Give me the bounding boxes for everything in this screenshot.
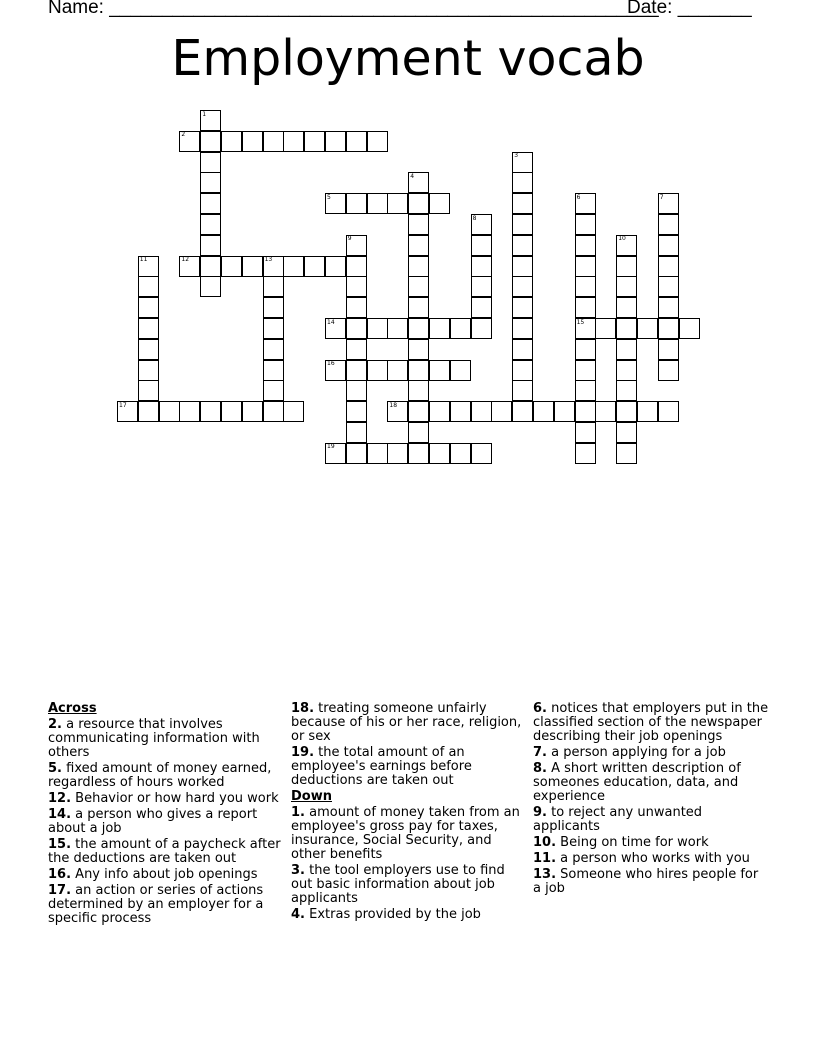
- clue-number: 2.: [48, 717, 62, 732]
- crossword-cell[interactable]: [616, 297, 637, 318]
- across-heading: Across: [48, 701, 97, 716]
- clue-item: [48, 718, 286, 760]
- crossword-cell[interactable]: [367, 443, 388, 464]
- page-title: Employment vocab: [171, 30, 645, 87]
- crossword-cell[interactable]: [658, 276, 679, 297]
- crossword-cell[interactable]: [346, 422, 367, 443]
- clue-text: the tool employers use to find out basic information about job applicants: [291, 863, 505, 906]
- crossword-cell[interactable]: [346, 360, 367, 381]
- clue-number: 8.: [533, 761, 547, 776]
- clue-text: Being on time for work: [560, 835, 709, 850]
- crossword-cell[interactable]: [533, 401, 554, 422]
- down-heading: Down: [291, 789, 332, 804]
- crossword-cell[interactable]: [138, 318, 159, 339]
- clue-item: [533, 836, 769, 850]
- crossword-cell[interactable]: [263, 318, 284, 339]
- clue-item: [291, 908, 523, 922]
- clue-number: 10.: [533, 835, 557, 850]
- crossword-cell[interactable]: [304, 256, 325, 277]
- crossword-cell[interactable]: [242, 256, 263, 277]
- clue-number: 16.: [48, 867, 72, 882]
- clue-number: 4.: [291, 907, 305, 922]
- across-clue-list-continued: [291, 702, 523, 788]
- clue-number: 13.: [533, 867, 557, 882]
- clue-number: 7.: [533, 745, 547, 760]
- crossword-cell[interactable]: [138, 360, 159, 381]
- crossword-cell[interactable]: [346, 297, 367, 318]
- crossword-cell[interactable]: [346, 276, 367, 297]
- crossword-cell[interactable]: [575, 443, 596, 464]
- crossword-cell[interactable]: [450, 318, 471, 339]
- clue-number: 3.: [291, 863, 305, 878]
- clue-number: 17.: [48, 883, 72, 898]
- crossword-cell[interactable]: [554, 401, 575, 422]
- crossword-cell[interactable]: [138, 401, 159, 422]
- crossword-cell[interactable]: [512, 380, 533, 401]
- crossword-cell[interactable]: [242, 131, 263, 152]
- clue-number-label: 15: [576, 318, 585, 326]
- crossword-cell[interactable]: [471, 235, 492, 256]
- clue-number-label: 18: [389, 401, 398, 409]
- crossword-cell[interactable]: [367, 131, 388, 152]
- clue-item: [533, 806, 769, 834]
- crossword-cell[interactable]: [658, 297, 679, 318]
- clue-text: the amount of a paycheck after the deductions are taken out: [48, 837, 281, 866]
- clue-number-label: 8: [472, 214, 477, 222]
- across-clue-list: [48, 718, 286, 926]
- crossword-cell[interactable]: [221, 131, 242, 152]
- crossword-cell[interactable]: [616, 276, 637, 297]
- crossword-cell[interactable]: [512, 214, 533, 235]
- clue-item: [48, 838, 286, 866]
- crossword-cell[interactable]: [346, 380, 367, 401]
- crossword-cell[interactable]: [429, 193, 450, 214]
- clue-number: 1.: [291, 805, 305, 820]
- clue-item: [533, 746, 769, 760]
- crossword-cell[interactable]: [575, 214, 596, 235]
- crossword-cell[interactable]: [408, 422, 429, 443]
- crossword-cell[interactable]: [471, 256, 492, 277]
- clue-number-label: 12: [181, 256, 190, 264]
- clues-column-3: [533, 702, 769, 898]
- crossword-cell[interactable]: [575, 276, 596, 297]
- crossword-cell[interactable]: [263, 401, 284, 422]
- clue-text: A short written description of someones education, data, and experience: [533, 761, 741, 804]
- crossword-cell[interactable]: [263, 380, 284, 401]
- crossword-cell[interactable]: [408, 256, 429, 277]
- crossword-cell[interactable]: [616, 443, 637, 464]
- clue-item: [48, 884, 286, 926]
- crossword-cell[interactable]: [387, 360, 408, 381]
- crossword-cell[interactable]: [138, 297, 159, 318]
- crossword-cell[interactable]: [242, 401, 263, 422]
- clue-text: fixed amount of money earned, regardless of hours worked: [48, 761, 272, 790]
- clue-number-label: 1: [202, 110, 207, 118]
- clue-item: [533, 762, 769, 804]
- clue-text: a person applying for a job: [551, 745, 726, 760]
- crossword-cell[interactable]: [595, 401, 616, 422]
- crossword-cell[interactable]: [512, 339, 533, 360]
- crossword-cell[interactable]: [616, 256, 637, 277]
- crossword-cell[interactable]: [471, 276, 492, 297]
- crossword-cell[interactable]: [283, 256, 304, 277]
- crossword-cell[interactable]: [263, 131, 284, 152]
- crossword-cell[interactable]: [491, 401, 512, 422]
- clue-text: Someone who hires people for a job: [533, 867, 759, 896]
- clue-item: [291, 806, 523, 862]
- clue-number-label: 13: [264, 256, 273, 264]
- crossword-cell[interactable]: [575, 339, 596, 360]
- clue-number: 18.: [291, 701, 315, 716]
- clue-number-label: 16: [327, 360, 335, 368]
- crossword-cell[interactable]: [616, 318, 637, 339]
- crossword-cell[interactable]: [575, 297, 596, 318]
- clue-number: 15.: [48, 837, 72, 852]
- crossword-cell[interactable]: [637, 401, 658, 422]
- crossword-cell[interactable]: [408, 339, 429, 360]
- crossword-cell[interactable]: [408, 193, 429, 214]
- clue-number: 12.: [48, 791, 72, 806]
- crossword-cell[interactable]: [200, 152, 221, 173]
- crossword-cell[interactable]: [159, 401, 180, 422]
- crossword-cell[interactable]: [575, 380, 596, 401]
- clue-text: the total amount of an employee's earnings before deductions are taken out: [291, 745, 472, 788]
- crossword-cell[interactable]: [221, 401, 242, 422]
- crossword-cell[interactable]: [471, 401, 492, 422]
- crossword-grid: [0, 0, 816, 480]
- clue-text: Any info about job openings: [75, 867, 258, 882]
- clue-number-label: 17: [119, 401, 127, 409]
- crossword-cell[interactable]: [575, 235, 596, 256]
- clue-text: amount of money taken from an employee's gross pay for taxes, insurance, Social Security, and other benefits: [291, 805, 520, 862]
- crossword-cell[interactable]: [512, 256, 533, 277]
- crossword-cell[interactable]: [200, 256, 221, 277]
- crossword-cell[interactable]: [512, 172, 533, 193]
- clues-column-2: [291, 702, 523, 924]
- crossword-cell[interactable]: [575, 422, 596, 443]
- crossword-cell[interactable]: [304, 131, 325, 152]
- clue-text: Extras provided by the job: [309, 907, 481, 922]
- crossword-cell[interactable]: [221, 256, 242, 277]
- crossword-cell[interactable]: [387, 443, 408, 464]
- crossword-cell[interactable]: [408, 380, 429, 401]
- crossword-cell[interactable]: [512, 318, 533, 339]
- crossword-cell[interactable]: [575, 360, 596, 381]
- crossword-cell[interactable]: [575, 256, 596, 277]
- name-field[interactable]: Name: ____________________________________________________: [48, 0, 659, 18]
- clue-item: [48, 792, 286, 806]
- crossword-cell[interactable]: [471, 318, 492, 339]
- clues-column-1: [48, 702, 286, 928]
- clue-item: [48, 868, 286, 882]
- crossword-cell[interactable]: [512, 297, 533, 318]
- crossword-cell[interactable]: [616, 422, 637, 443]
- crossword-cell[interactable]: [512, 360, 533, 381]
- crossword-cell[interactable]: [658, 339, 679, 360]
- crossword-cell[interactable]: [346, 339, 367, 360]
- crossword-cell[interactable]: [616, 339, 637, 360]
- clue-item: [291, 746, 523, 788]
- crossword-cell[interactable]: [346, 443, 367, 464]
- clue-number: 5.: [48, 761, 62, 776]
- crossword-cell[interactable]: [263, 360, 284, 381]
- clue-number: 19.: [291, 745, 315, 760]
- clue-item: [533, 852, 769, 866]
- crossword-cell[interactable]: [471, 297, 492, 318]
- crossword-cell[interactable]: [658, 214, 679, 235]
- crossword-cell[interactable]: [408, 318, 429, 339]
- crossword-cell[interactable]: [408, 235, 429, 256]
- crossword-cell[interactable]: [200, 235, 221, 256]
- crossword-cell[interactable]: [450, 443, 471, 464]
- crossword-cell[interactable]: [138, 339, 159, 360]
- crossword-cell[interactable]: [471, 443, 492, 464]
- clue-number-label: 4: [410, 172, 415, 180]
- clue-text: Behavior or how hard you work: [75, 791, 279, 806]
- clue-number: 14.: [48, 807, 72, 822]
- clue-number-label: 11: [139, 256, 148, 264]
- clue-number: 11.: [533, 851, 557, 866]
- crossword-cell[interactable]: [575, 401, 596, 422]
- crossword-cell[interactable]: [679, 318, 700, 339]
- crossword-cell[interactable]: [512, 193, 533, 214]
- clue-text: to reject any unwanted applicants: [533, 805, 703, 834]
- crossword-cell[interactable]: [346, 256, 367, 277]
- clue-item: [533, 868, 769, 896]
- crossword-cell[interactable]: [200, 131, 221, 152]
- clue-number: 9.: [533, 805, 547, 820]
- crossword-cell[interactable]: [429, 360, 450, 381]
- clue-item: [533, 702, 769, 744]
- clue-number-label: 5: [327, 193, 331, 201]
- crossword-cell[interactable]: [429, 318, 450, 339]
- crossword-cell[interactable]: [200, 276, 221, 297]
- clue-text: treating someone unfairly because of his or her race, religion, or sex: [291, 701, 522, 744]
- crossword-cell[interactable]: [512, 235, 533, 256]
- down-clue-list: [291, 806, 523, 922]
- clue-number-label: 3: [514, 152, 519, 160]
- crossword-cell[interactable]: [263, 339, 284, 360]
- crossword-cell[interactable]: [367, 193, 388, 214]
- crossword-cell[interactable]: [637, 318, 658, 339]
- crossword-cell[interactable]: [367, 360, 388, 381]
- crossword-cell[interactable]: [512, 401, 533, 422]
- crossword-cell[interactable]: [325, 256, 346, 277]
- crossword-cell[interactable]: [200, 193, 221, 214]
- crossword-cell[interactable]: [512, 276, 533, 297]
- down-clue-list-continued: [533, 702, 769, 896]
- clue-text: a resource that involves communicating information with others: [48, 717, 260, 760]
- crossword-cell[interactable]: [408, 401, 429, 422]
- crossword-cell[interactable]: [263, 276, 284, 297]
- clue-number-label: 19: [327, 443, 335, 451]
- date-field[interactable]: Date: _______: [627, 0, 752, 18]
- clue-item: [291, 702, 523, 744]
- clue-text: a person who works with you: [560, 851, 750, 866]
- crossword-cell[interactable]: [138, 276, 159, 297]
- crossword-cell[interactable]: [408, 276, 429, 297]
- clue-number-label: 6: [576, 193, 581, 201]
- crossword-cell[interactable]: [346, 193, 367, 214]
- crossword-cell[interactable]: [616, 380, 637, 401]
- crossword-cell[interactable]: [658, 256, 679, 277]
- clue-number-label: 10: [618, 235, 626, 243]
- crossword-cell[interactable]: [387, 193, 408, 214]
- crossword-cell[interactable]: [346, 401, 367, 422]
- crossword-cell[interactable]: [658, 318, 679, 339]
- crossword-cell[interactable]: [283, 131, 304, 152]
- crossword-cell[interactable]: [200, 172, 221, 193]
- crossword-cell[interactable]: [346, 318, 367, 339]
- crossword-cell[interactable]: [450, 360, 471, 381]
- crossword-cell[interactable]: [450, 401, 471, 422]
- crossword-cell[interactable]: [263, 297, 284, 318]
- crossword-cell[interactable]: [200, 401, 221, 422]
- clue-item: [291, 864, 523, 906]
- crossword-cell[interactable]: [138, 380, 159, 401]
- crossword-cell[interactable]: [616, 360, 637, 381]
- crossword-cell[interactable]: [408, 360, 429, 381]
- crossword-cell[interactable]: [595, 318, 616, 339]
- crossword-cell[interactable]: [408, 443, 429, 464]
- clue-number-label: 9: [347, 235, 352, 243]
- crossword-cell[interactable]: [367, 318, 388, 339]
- clue-item: [48, 762, 286, 790]
- clue-text: a person who gives a report about a job: [48, 807, 258, 836]
- crossword-cell[interactable]: [408, 297, 429, 318]
- crossword-cell[interactable]: [408, 214, 429, 235]
- crossword-cell[interactable]: [387, 318, 408, 339]
- crossword-cell[interactable]: [200, 214, 221, 235]
- crossword-cell[interactable]: [325, 131, 346, 152]
- crossword-cell[interactable]: [179, 401, 200, 422]
- clue-number-label: 2: [181, 131, 186, 139]
- crossword-cell[interactable]: [658, 401, 679, 422]
- crossword-cell[interactable]: [616, 401, 637, 422]
- clue-number-label: 7: [659, 193, 664, 201]
- crossword-cell[interactable]: [283, 401, 304, 422]
- crossword-cell[interactable]: [346, 131, 367, 152]
- clue-item: [48, 808, 286, 836]
- crossword-cell[interactable]: [429, 401, 450, 422]
- clue-number: 6.: [533, 701, 547, 716]
- crossword-cell[interactable]: [658, 360, 679, 381]
- crossword-cell[interactable]: [658, 235, 679, 256]
- clue-text: an action or series of actions determined by an employer for a specific process: [48, 883, 264, 926]
- crossword-cell[interactable]: [429, 443, 450, 464]
- clue-text: notices that employers put in the classified section of the newspaper describing their job openings: [533, 701, 769, 744]
- clue-number-label: 14: [327, 318, 335, 326]
